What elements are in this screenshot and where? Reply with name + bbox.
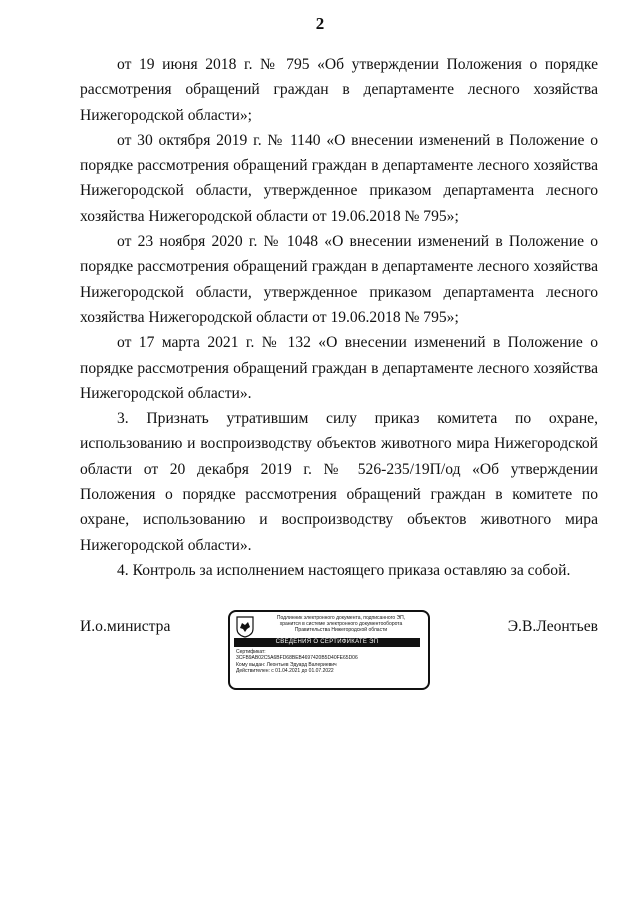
stamp-header-line: Правительства Нижегородской области — [294, 627, 388, 633]
signatory-title: И.о.министра — [80, 618, 171, 635]
certificate-owner: Кому выдан: Леонтьев Эдуард Валериевич — [236, 661, 337, 668]
electronic-signature-stamp — [228, 610, 430, 690]
certificate-number: 3CFB9AB02C5A6BFD68BEB4697420B5D40FE65D06 — [236, 655, 358, 662]
paragraph-order-1140: от 30 октября 2019 г. № 1140 «О внесении изменений в Положение о порядке рассмотрения обращений граждан в департаменте лесного хозяйства Нижегородской области, утвержденное приказом департамента лесного хозяйства Нижегородской области от 19.06.2018 № 795»; — [80, 131, 598, 225]
paragraph-order-795: от 19 июня 2018 г. № 795 «Об утверждении Положения о порядке рассмотрения обращений граждан в департаменте лесного хозяйства Нижегородской области»; — [80, 56, 598, 124]
certificate-validity: Действителен: с 01.04.2021 до 01.07.2022 — [236, 668, 334, 675]
certificate-label: Сертификат: — [236, 649, 266, 655]
paragraph-order-132: от 17 марта 2021 г. № 132 «О внесении изменений в Положение о порядке рассмотрения обращений граждан в департаменте лесного хозяйства Нижегородской области». — [80, 334, 598, 402]
page-number: 2 — [315, 14, 325, 33]
signatory-name: Э.В.Леонтьев — [507, 618, 598, 635]
document-body — [80, 52, 598, 583]
coat-of-arms-icon — [236, 616, 254, 638]
signature-block — [80, 615, 598, 698]
paragraph-order-1048: от 23 ноября 2020 г. № 1048 «О внесении изменений в Положение о порядке рассмотрения обращений граждан в департаменте лесного хозяйства Нижегородской области, утвержденное приказом департамента лесного хозяйства Нижегородской области от 19.06.2018 № 795»; — [80, 233, 598, 326]
stamp-header — [258, 615, 424, 633]
stamp-header-line: Подлинник электронного документа, подписанного ЭП, — [276, 615, 406, 621]
certificate-details — [236, 649, 424, 675]
stamp-header-line: хранится в системе электронного документооборота — [279, 621, 403, 627]
paragraph-item-3: 3. Признать утратившим силу приказ комитета по охране, использованию и воспроизводству объектов животного мира Нижегородской области от 20 декабря 2019 г. № 526-235/19П/од «Об утверждении Положения о порядке рассмотрения обращений граждан в комитете по охране, использованию и воспроизводству объектов животного мира Нижегородской области». — [80, 410, 598, 554]
stamp-band-title: СВЕДЕНИЯ О СЕРТИФИКАТЕ ЭП — [234, 638, 420, 647]
paragraph-item-4: 4. Контроль за исполнением настоящего приказа оставляю за собой. — [117, 561, 571, 579]
